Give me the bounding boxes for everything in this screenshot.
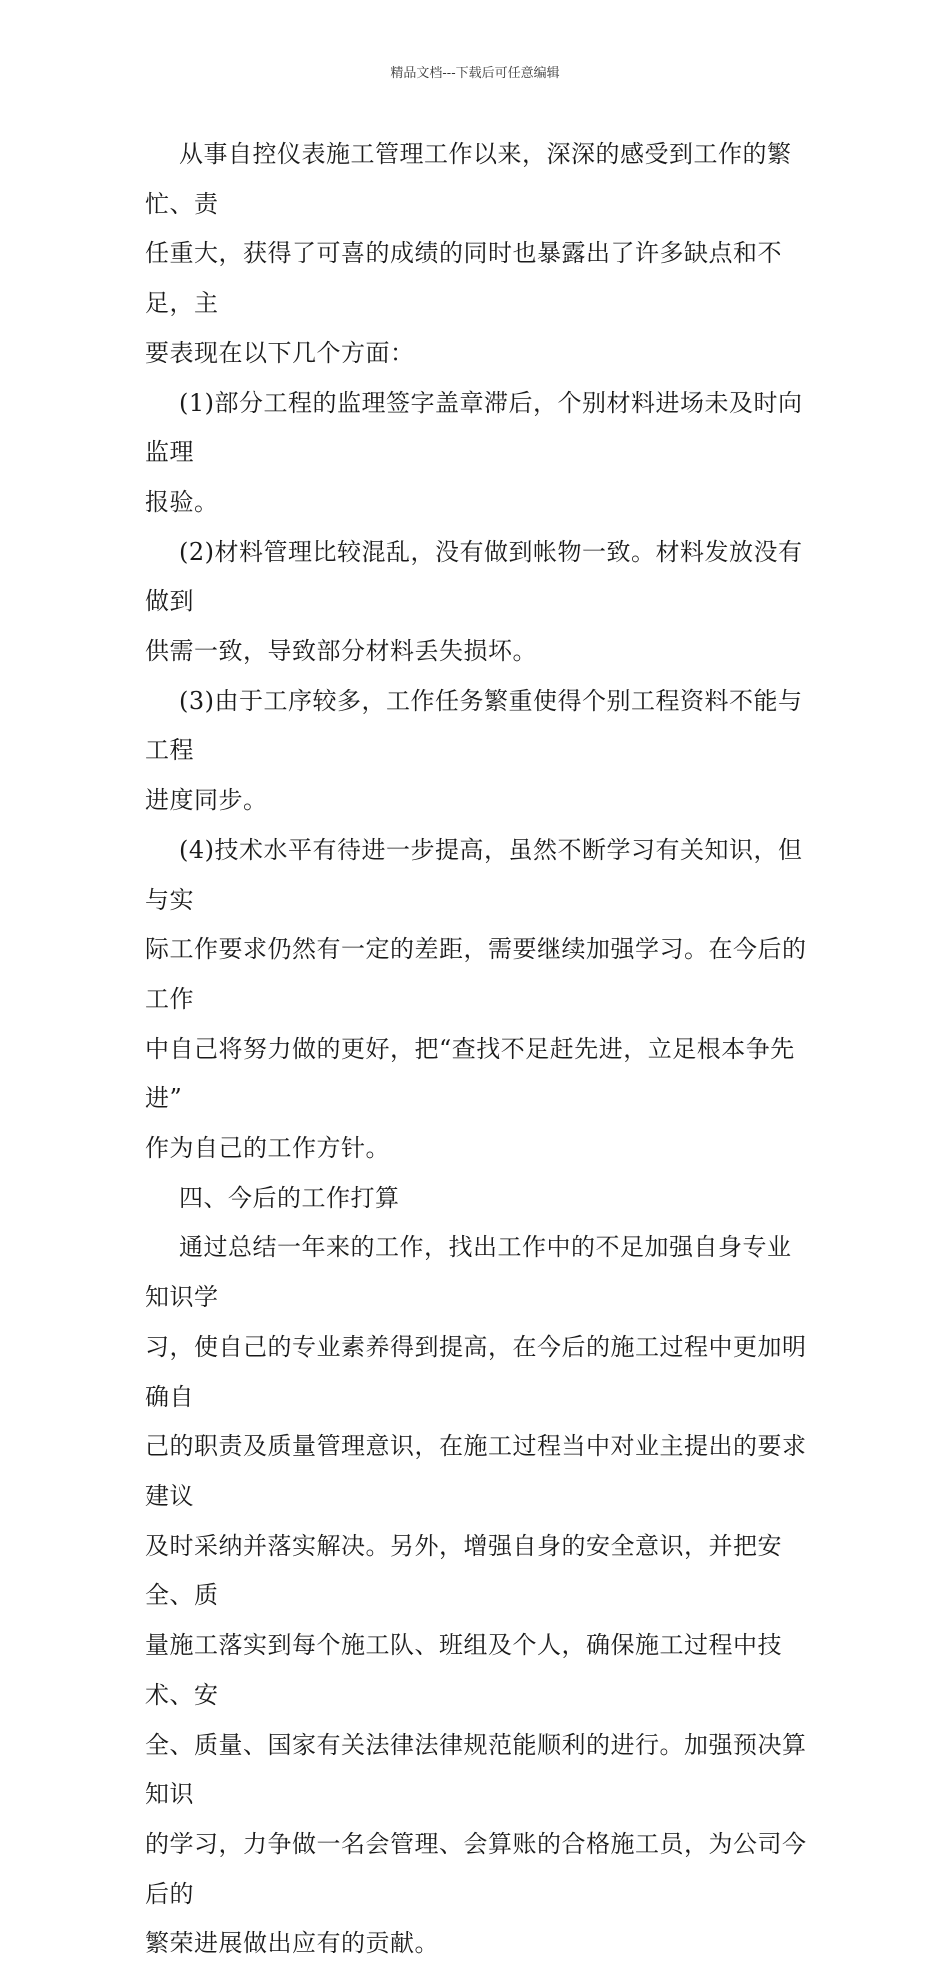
paragraph-item-2: (2)材料管理比较混乱，没有做到帐物一致。材料发放没有做到 供需一致，导致部分材料丢失损坏。 xyxy=(145,537,803,666)
paragraph-item-3: (3)由于工序较多，工作任务繁重使得个别工程资料不能与工程 进度同步。 xyxy=(145,686,803,815)
document-body xyxy=(145,130,810,1969)
page-header: 精品文档---下载后可任意编辑 xyxy=(390,66,560,81)
section-heading: 四、今后的工作打算 xyxy=(179,1183,400,1212)
paragraph-plan: 通过总结一年来的工作，找出工作中的不足加强自身专业知识学 习，使自己的专业素养得到提高，在今后的施工过程中更加明确自 己的职责及质量管理意识，在施工过程当中对业主提出的要求建议 及时采纳并落实解决。另外，增强自身的安全意识，并把安全、质 量施工落实到每个施工队、班组及个人，确保施工过程中技术、安 全、质量、国家有关法律法律规范能顺利的进行。加强预决算知识 的学习，力争做一名会管理、会算账的合格施工员，为公司今后的 繁荣进展做出应有的贡献。 xyxy=(145,1233,807,1958)
paragraph-item-1: (1)部分工程的监理签字盖章滞后，个别材料进场未及时向监理 报验。 xyxy=(145,388,803,516)
paragraph-intro: 从事自控仪表施工管理工作以来，深深的感受到工作的繁忙、责 任重大，获得了可喜的成绩的同时也暴露出了许多缺点和不足，主 要表现在以下几个方面： xyxy=(145,140,792,367)
paragraph-item-4: (4)技术水平有待进一步提高，虽然不断学习有关知识，但与实 际工作要求仍然有一定的差距，需要继续加强学习。在今后的工作 中自己将努力做的更好，把“查找不足赶先进，立足根本争先进” 作为自己的工作方针。 xyxy=(145,835,807,1163)
